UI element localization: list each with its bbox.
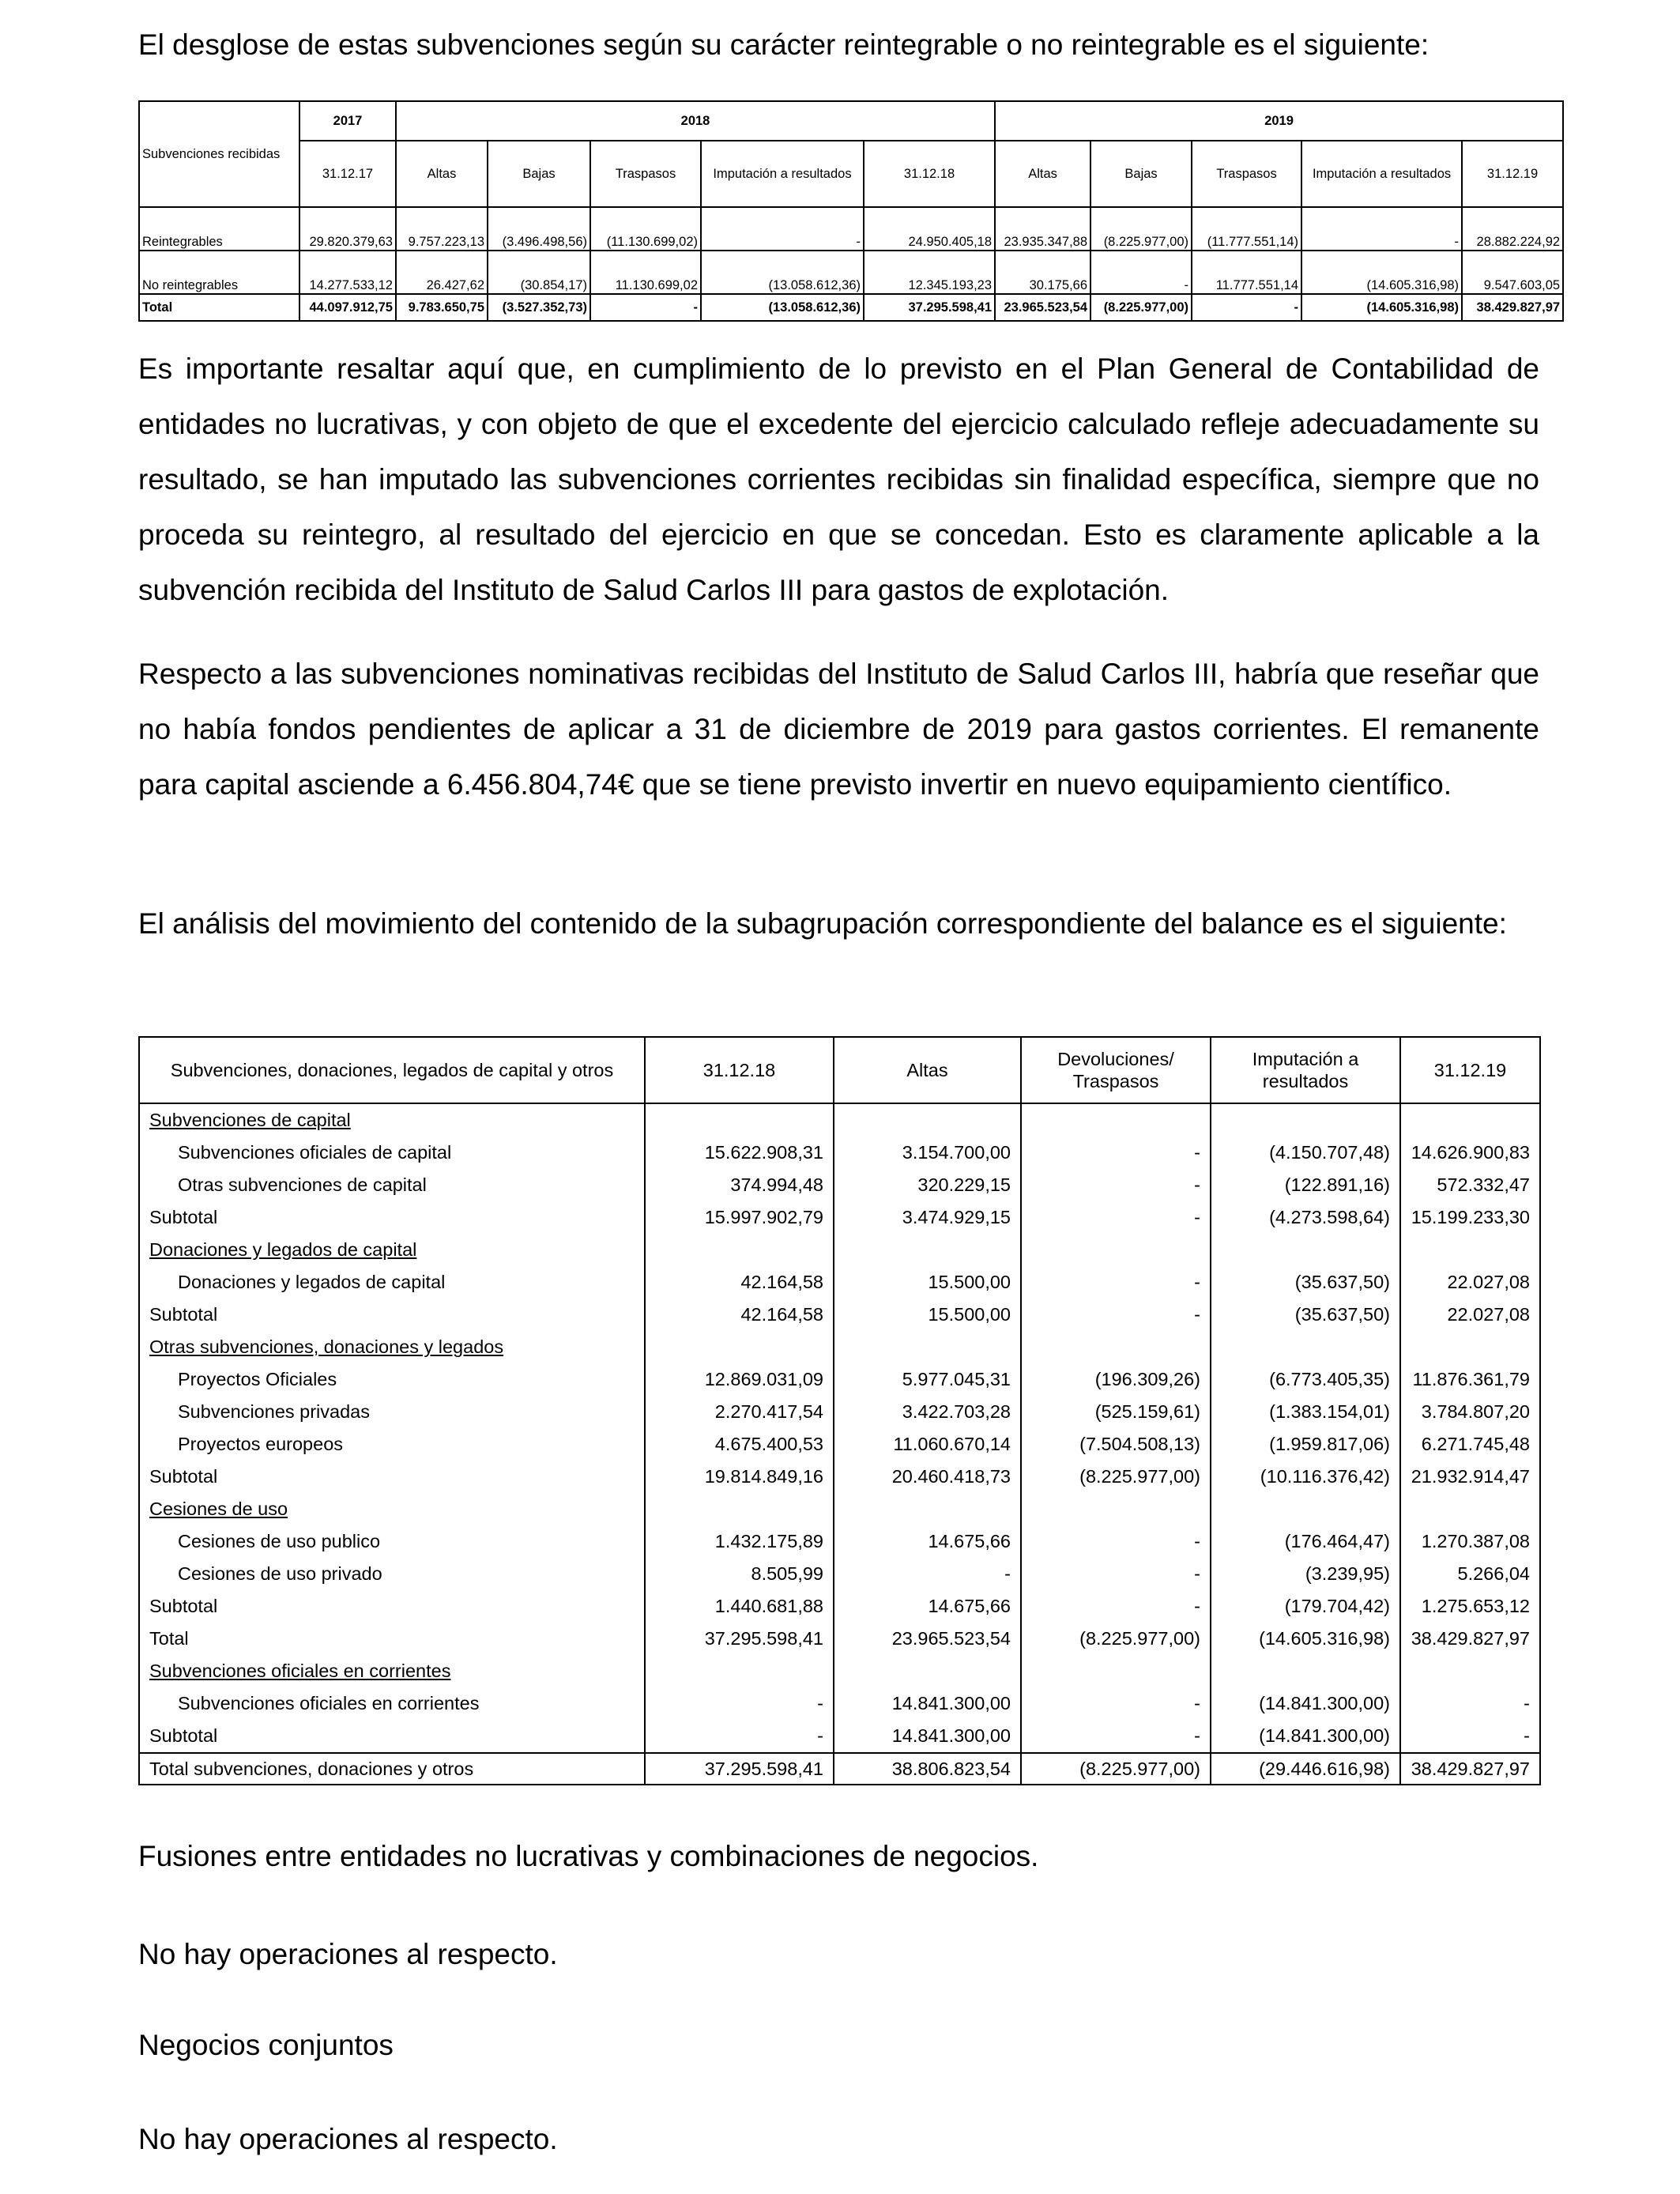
cell: (10.116.376,42) [1211,1461,1400,1493]
table-row [139,1137,1540,1169]
cell: (525.159,61) [1021,1396,1211,1428]
cell: 11.130.699,02 [590,251,701,294]
cell: 374.994,48 [645,1169,834,1201]
cell: (7.504.508,13) [1021,1428,1211,1461]
cell [1400,1234,1540,1266]
cell: 15.500,00 [834,1299,1021,1331]
cell: (8.225.977,00) [1021,1753,1211,1785]
cell: (14.841.300,00) [1211,1687,1400,1720]
col-header: Bajas [488,141,590,207]
cell: - [1021,1687,1211,1720]
heading-negocios: Negocios conjuntos [138,2029,394,2061]
row-label: Donaciones y legados de capital [139,1266,645,1299]
col-header: 31.12.19 [1462,141,1563,207]
cell: 1.275.653,12 [1400,1590,1540,1623]
cell: 38.429.827,97 [1400,1623,1540,1655]
row-label: Total subvenciones, donaciones y otros [139,1753,645,1785]
table-row [139,1525,1540,1558]
cell: (122.891,16) [1211,1169,1400,1201]
row-label: Subvenciones oficiales de capital [139,1137,645,1169]
row-label: Subtotal [139,1720,645,1753]
table-row [139,1331,1540,1363]
col-header: Imputación a resultados [701,141,864,207]
table-row [139,1461,1540,1493]
row-label: Proyectos europeos [139,1428,645,1461]
cell [1021,1655,1211,1687]
table-row [139,251,1563,294]
col-header: Altas [396,141,488,207]
col-header: 31.12.18 [645,1037,834,1103]
cell: 29.820.379,63 [299,207,396,251]
cell: (8.225.977,00) [1021,1623,1211,1655]
cell: 11.777.551,14 [1192,251,1301,294]
table-row [139,1687,1540,1720]
table-row [139,1590,1540,1623]
cell: 4.675.400,53 [645,1428,834,1461]
row-label: Total [139,1623,645,1655]
cell: - [1192,294,1301,321]
row-label: Cesiones de uso publico [139,1525,645,1558]
year-2019: 2019 [995,101,1563,141]
col-header: Traspasos [590,141,701,207]
cell: 3.422.703,28 [834,1396,1021,1428]
cell: 9.547.603,05 [1462,251,1563,294]
table-row [139,1201,1540,1234]
cell: - [1021,1558,1211,1590]
cell: - [834,1558,1021,1590]
cell [834,1655,1021,1687]
cell: - [1021,1201,1211,1234]
paragraph-3: El análisis del movimiento del contenido de la subagrupación correspondiente del balance es el siguiente: [138,907,1507,940]
cell: 14.841.300,00 [834,1720,1021,1753]
cell: - [590,294,701,321]
col-header: Subvenciones, donaciones, legados de capital y otros [139,1037,645,1103]
cell: (11.777.551,14) [1192,207,1301,251]
cell: 1.270.387,08 [1400,1525,1540,1558]
cell: (14.841.300,00) [1211,1720,1400,1753]
table-row [139,1655,1540,1687]
paragraph-2: Respecto a las subvenciones nominativas recibidas del Instituto de Salud Carlos III, habría que reseñar que no había fondos pendientes de aplicar a 31 de diciembre de 2019 para gastos corrientes. El remanente para capital asciende a 6.456.804,74€ que se tiene previsto invertir en nuevo equipamiento científico. [138,658,1539,801]
cell [645,1331,834,1363]
cell: (176.464,47) [1211,1525,1400,1558]
cell: (14.605.316,98) [1211,1623,1400,1655]
cell: 38.806.823,54 [834,1753,1021,1785]
col-header: 31.12.18 [864,141,995,207]
text-fusiones: No hay operaciones al respecto. [138,1938,558,1970]
cell: 15.500,00 [834,1266,1021,1299]
cell [1211,1103,1400,1137]
row-label: Subtotal [139,1201,645,1234]
cell: 37.295.598,41 [645,1753,834,1785]
cell: - [1021,1169,1211,1201]
cell: 23.965.523,54 [834,1623,1021,1655]
cell [1021,1331,1211,1363]
row-label: Cesiones de uso [139,1493,645,1525]
cell: 22.027,08 [1400,1266,1540,1299]
cell: 38.429.827,97 [1400,1753,1540,1785]
cell [834,1493,1021,1525]
col-header: Traspasos [1192,141,1301,207]
cell: 5.977.045,31 [834,1363,1021,1396]
table-row-grand-total [139,1753,1540,1785]
cell [1211,1331,1400,1363]
cell [1400,1493,1540,1525]
cell: (4.150.707,48) [1211,1137,1400,1169]
cell: 26.427,62 [396,251,488,294]
table-row [139,1363,1540,1396]
cell: 5.266,04 [1400,1558,1540,1590]
cell: 24.950.405,18 [864,207,995,251]
cell [834,1331,1021,1363]
row-label: Otras subvenciones de capital [139,1169,645,1201]
col-header: 31.12.17 [299,141,396,207]
row-label: Subvenciones privadas [139,1396,645,1428]
text-negocios: No hay operaciones al respecto. [138,2123,558,2155]
cell: 572.332,47 [1400,1169,1540,1201]
table-row-total [139,294,1563,321]
cell: - [645,1687,834,1720]
cell: 14.841.300,00 [834,1687,1021,1720]
cell: (6.773.405,35) [1211,1363,1400,1396]
col-header: 31.12.19 [1400,1037,1540,1103]
balance-movement-table [138,1036,1541,1785]
row-label: Subtotal [139,1590,645,1623]
cell: 28.882.224,92 [1462,207,1563,251]
col-header: Devoluciones/ Traspasos [1021,1037,1211,1103]
cell: (196.309,26) [1021,1363,1211,1396]
cell: 8.505,99 [645,1558,834,1590]
cell: (3.527.352,73) [488,294,590,321]
cell [1400,1103,1540,1137]
cell [645,1655,834,1687]
cell: 19.814.849,16 [645,1461,834,1493]
cell: (35.637,50) [1211,1266,1400,1299]
row-label: Subvenciones oficiales en corrientes [139,1687,645,1720]
cell [1400,1655,1540,1687]
table-row [139,1558,1540,1590]
row-label: Donaciones y legados de capital [139,1234,645,1266]
cell: 3.474.929,15 [834,1201,1021,1234]
cell: - [701,207,864,251]
row-label: Subvenciones oficiales en corrientes [139,1655,645,1687]
row-label: Reintegrables [139,207,299,251]
cell: - [1021,1590,1211,1623]
row-label: Total [139,294,299,321]
cell: (14.605.316,98) [1301,251,1462,294]
cell: - [1090,251,1192,294]
cell [1021,1493,1211,1525]
cell: 38.429.827,97 [1462,294,1563,321]
subsidies-breakdown-table [138,100,1564,322]
table-row [139,1493,1540,1525]
row-label: Subvenciones de capital [139,1103,645,1137]
cell: 9.757.223,13 [396,207,488,251]
heading-fusiones: Fusiones entre entidades no lucrativas y combinaciones de negocios. [138,1840,1039,1872]
table-row [139,1396,1540,1428]
cell: 42.164,58 [645,1299,834,1331]
cell: - [1021,1720,1211,1753]
cell: 20.460.418,73 [834,1461,1021,1493]
cell: 23.935.347,88 [995,207,1090,251]
cell: 1.432.175,89 [645,1525,834,1558]
cell: 11.060.670,14 [834,1428,1021,1461]
cell: (1.959.817,06) [1211,1428,1400,1461]
table-row [139,1623,1540,1655]
cell: (13.058.612,36) [701,294,864,321]
cell: - [1301,207,1462,251]
cell: 23.965.523,54 [995,294,1090,321]
cell: 21.932.914,47 [1400,1461,1540,1493]
cell [834,1234,1021,1266]
cell: 15.622.908,31 [645,1137,834,1169]
row-label: Otras subvenciones, donaciones y legados [139,1331,645,1363]
col-header: Imputación a resultados [1211,1037,1400,1103]
cell: 3.154.700,00 [834,1137,1021,1169]
cell [1400,1331,1540,1363]
table-row [139,1428,1540,1461]
cell [1211,1234,1400,1266]
table-row [139,1266,1540,1299]
cell: 1.440.681,88 [645,1590,834,1623]
cell: (11.130.699,02) [590,207,701,251]
cell: 44.097.912,75 [299,294,396,321]
cell [1021,1103,1211,1137]
cell: (8.225.977,00) [1021,1461,1211,1493]
col-header: Altas [995,141,1090,207]
cell: - [1021,1299,1211,1331]
table-row [139,1299,1540,1331]
cell: (8.225.977,00) [1090,207,1192,251]
row-label: No reintegrables [139,251,299,294]
cell: - [1021,1266,1211,1299]
cell: - [1400,1687,1540,1720]
cell: (29.446.616,98) [1211,1753,1400,1785]
cell [645,1103,834,1137]
cell: 22.027,08 [1400,1299,1540,1331]
table-row [139,1169,1540,1201]
cell: (13.058.612,36) [701,251,864,294]
table1-row-header: Subvenciones recibidas [139,101,299,207]
row-label: Subtotal [139,1461,645,1493]
row-label: Cesiones de uso privado [139,1558,645,1590]
cell [645,1493,834,1525]
cell: (3.496.498,56) [488,207,590,251]
col-header: Altas [834,1037,1021,1103]
cell: - [645,1720,834,1753]
cell: (4.273.598,64) [1211,1201,1400,1234]
cell: - [1400,1720,1540,1753]
cell: 12.345.193,23 [864,251,995,294]
cell: 3.784.807,20 [1400,1396,1540,1428]
year-2017: 2017 [299,101,396,141]
col-header: Bajas [1090,141,1192,207]
cell: 37.295.598,41 [645,1623,834,1655]
cell: (30.854,17) [488,251,590,294]
cell: 42.164,58 [645,1266,834,1299]
cell: 15.199.233,30 [1400,1201,1540,1234]
cell: 14.675,66 [834,1590,1021,1623]
year-2018: 2018 [396,101,995,141]
paragraph-1: Es importante resaltar aquí que, en cumplimiento de lo previsto en el Plan General de Contabilidad de entidades no lucrativas, y con objeto de que el excedente del ejercicio calculado refleje adecuadamente su resultado, se han imputado las subvenciones corrientes recibidas sin finalidad específica, siempre que no proceda su reintegro, al resultado del ejercicio en que se concedan. Esto es claramente aplicable a la subvención recibida del Instituto de Salud Carlos III para gastos de explotación. [138,352,1539,606]
intro-line: El desglose de estas subvenciones según su carácter reintegrable o no reintegrable es el siguiente: [138,28,1430,61]
cell: (3.239,95) [1211,1558,1400,1590]
cell [834,1103,1021,1137]
cell: 37.295.598,41 [864,294,995,321]
cell [1021,1234,1211,1266]
cell: 11.876.361,79 [1400,1363,1540,1396]
cell: 9.783.650,75 [396,294,488,321]
cell [645,1234,834,1266]
cell [1211,1655,1400,1687]
cell: 6.271.745,48 [1400,1428,1540,1461]
cell: 320.229,15 [834,1169,1021,1201]
cell: (1.383.154,01) [1211,1396,1400,1428]
cell: 14.277.533,12 [299,251,396,294]
cell: 14.626.900,83 [1400,1137,1540,1169]
cell [1211,1493,1400,1525]
cell: (35.637,50) [1211,1299,1400,1331]
row-label: Proyectos Oficiales [139,1363,645,1396]
cell: 14.675,66 [834,1525,1021,1558]
table-row [139,207,1563,251]
row-label: Subtotal [139,1299,645,1331]
cell: 2.270.417,54 [645,1396,834,1428]
cell: 12.869.031,09 [645,1363,834,1396]
cell: (8.225.977,00) [1090,294,1192,321]
cell: - [1021,1137,1211,1169]
cell: 30.175,66 [995,251,1090,294]
cell: (179.704,42) [1211,1590,1400,1623]
table-row [139,1234,1540,1266]
cell: (14.605.316,98) [1301,294,1462,321]
cell: - [1021,1525,1211,1558]
table-row [139,1103,1540,1137]
col-header: Imputación a resultados [1301,141,1462,207]
table-row [139,1720,1540,1753]
cell: 15.997.902,79 [645,1201,834,1234]
